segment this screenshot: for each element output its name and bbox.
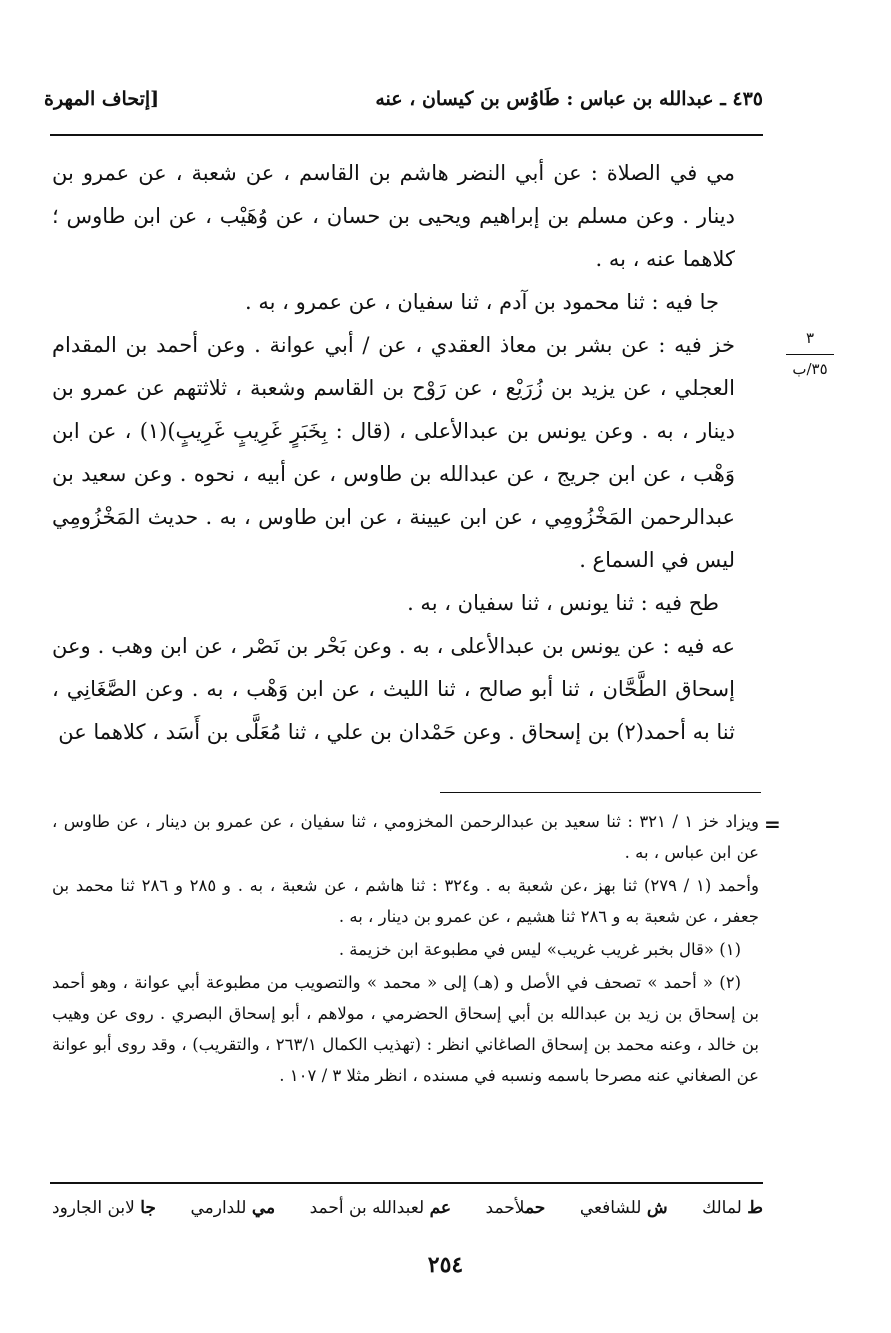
paragraph-mi: مي في الصلاة : عن أبي النضر هاشم بن القاسم ، عن شعبة ، عن عمرو بن دينار . وعن مسلم بن إبراهيم ويحيى بن حسان ، عن وُهَيْب ، عن ابن طاوس ؛ كلاهما عنه ، به . xyxy=(52,161,735,271)
abbreviations-rule xyxy=(50,1182,763,1184)
folio-number: ٣ xyxy=(805,329,815,347)
abbrev-item: جا لابن الجارود xyxy=(52,1198,156,1218)
page-number: ٢٥٤ xyxy=(427,1252,464,1278)
folio-leaf: ٣٥/ب xyxy=(792,360,828,378)
running-header xyxy=(44,88,763,122)
footnote-rule xyxy=(440,792,761,793)
footnote-2: (٢) « أحمد » تصحف في الأصل و (هـ) إلى « محمد » والتصويب من مطبوعة أبي عوانة ، وهو أحمد بن إسحاق بن زيد بن عبدالله بن أبي إسحاق الحضرمي ، مولاهم ، أبو إسحاق البصري . روى عن وهيب بن خالد ، وعنه محمد بن إسحاق الصاغاني انظر : (تهذيب الكمال ٢٦٣/١ ، والتقريب) ، وقد روى أبو عوانة عن الصغاني عنه مصرحا باسمه ونسبه في مسنده ، انظر مثلا ٣ / ١٠٧ . xyxy=(52,973,759,1085)
header-rule xyxy=(50,134,763,136)
footnote-continued-1: ويزاد خز ١ / ٣٢١ : ثنا سعيد بن عبدالرحمن المخزومي ، ثنا سفيان ، عن عمرو بن دينار ، عن طاوس ، عن ابن عباس ، به . xyxy=(52,812,759,862)
paragraph-khz: خز فيه : عن بشر بن معاذ العقدي ، عن / أبي عوانة . وعن أحمد بن المقدام العجلي ، عن يزيد بن زُرَيْع ، عن رَوْح بن القاسم وشعبة ، ثلاثتهم عن عمرو بن دينار ، به . وعن يونس بن عبدالأعلى ، (قال : بِخَبَرٍ غَرِيبٍ غَرِيبٍ)(١) ، عن ابن وَهْب ، عن ابن جريج ، عن عبدالله بن طاوس ، عن أبيه ، نحوه . وعن سعيد بن عبدالرحمن المَخْزُومِي ، عن ابن عيينة ، عن ابن طاوس ، به . حديث المَخْزُومِي ليس في السماع . xyxy=(52,333,735,572)
chapter-title: ٤٣٥ ـ عبدالله بن عباس : طَاوُس بن كيسان ، عنه xyxy=(375,88,763,110)
abbrev-item: ش للشافعي xyxy=(579,1198,668,1218)
paragraph-th: طح فيه : ثنا يونس ، ثنا سفيان ، به . xyxy=(407,591,719,615)
footnotes xyxy=(52,806,759,1093)
abbrev-item: مي للدارمي xyxy=(190,1198,276,1218)
footnote-continued-2: وأحمد (١ / ٢٧٩) ثنا بهز ،عن شعبة به . و٣٢٤ : ثنا هاشم ، عن شعبة ، به . و ٢٨٥ و ٢٨٦ ثنا محمد بن جعفر ، عن شعبة به و ٢٨٦ ثنا هشيم ، عن عمرو بن دينار ، به . xyxy=(52,876,759,926)
main-text xyxy=(52,152,735,754)
continuation-mark: = xyxy=(764,812,781,836)
book-title: [إتحاف المهرة xyxy=(44,88,160,110)
manuscript-folio-note xyxy=(780,328,840,379)
abbrev-item: عم لعبدالله بن أحمد xyxy=(309,1198,452,1218)
abbreviations-key xyxy=(52,1198,763,1228)
abbrev-item: ط لمالك xyxy=(702,1198,763,1218)
folio-divider xyxy=(786,354,834,355)
abbrev-item: حملأحمد xyxy=(485,1198,546,1218)
footnote-1: (١) «قال بخبر غريب غريب» ليس في مطبوعة ابن خزيمة . xyxy=(338,940,741,959)
paragraph-ah: عه فيه : عن يونس بن عبدالأعلى ، به . وعن بَحْر بن نَصْر ، عن ابن وهب . وعن إسحاق الطَّحَّان ، ثنا أبو صالح ، ثنا الليث ، عن ابن وَهْب ، به . وعن الصَّغَانِي ، ثنا به أحمد(٢) بن إسحاق . وعن حَمْدان بن علي ، ثنا مُعَلَّى بن أَسَد ، كلاهما عن xyxy=(52,634,735,744)
paragraph-ja: جا فيه : ثنا محمود بن آدم ، ثنا سفيان ، عن عمرو ، به . xyxy=(245,290,719,314)
